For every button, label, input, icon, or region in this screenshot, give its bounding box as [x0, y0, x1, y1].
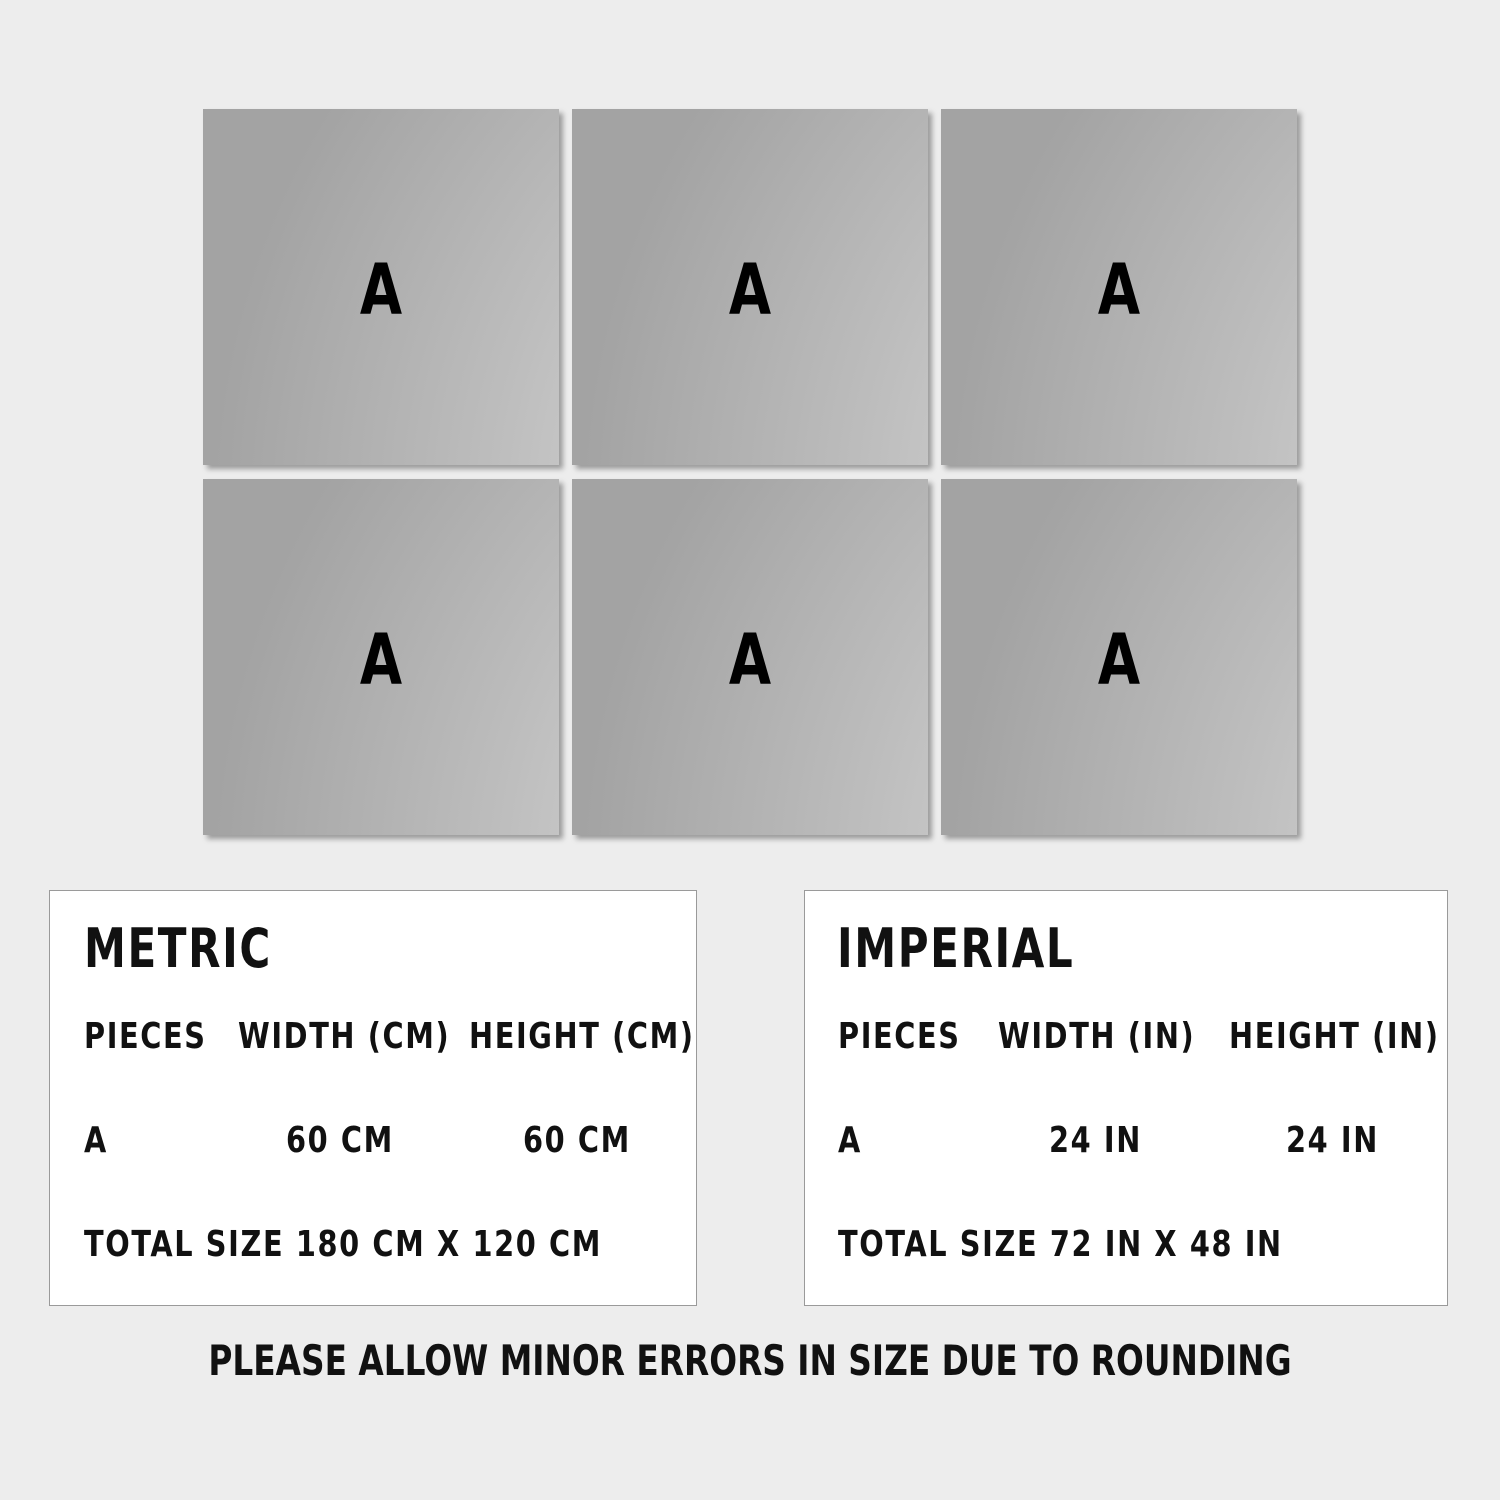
panel-4 — [203, 479, 559, 835]
panel-1 — [203, 109, 559, 465]
metric-row-piece: A — [84, 1120, 108, 1161]
panel-label: A — [1097, 619, 1141, 701]
metric-title: METRIC — [84, 917, 272, 980]
metric-row-width: 60 CM — [286, 1120, 394, 1161]
rounding-disclaimer: PLEASE ALLOW MINOR ERRORS IN SIZE DUE TO ROUNDING — [208, 1336, 1292, 1385]
panel-2 — [572, 109, 928, 465]
panel-label: A — [728, 619, 772, 701]
imperial-size-card — [804, 890, 1448, 1306]
metric-header-width: WIDTH (CM) — [238, 1016, 451, 1057]
panel-label: A — [728, 249, 772, 331]
imperial-row-height: 24 IN — [1286, 1120, 1379, 1161]
imperial-header-pieces: PIECES — [838, 1016, 961, 1057]
metric-header-pieces: PIECES — [84, 1016, 207, 1057]
metric-size-card — [49, 890, 697, 1306]
imperial-total-size: TOTAL SIZE 72 IN X 48 IN — [838, 1224, 1283, 1265]
metric-header-height: HEIGHT (CM) — [469, 1016, 695, 1057]
imperial-header-width: WIDTH (IN) — [998, 1016, 1196, 1057]
panel-5 — [572, 479, 928, 835]
metric-row-height: 60 CM — [523, 1120, 631, 1161]
panel-3 — [941, 109, 1297, 465]
panel-label: A — [1097, 249, 1141, 331]
panel-label: A — [359, 619, 403, 701]
metric-total-size: TOTAL SIZE 180 CM X 120 CM — [84, 1224, 602, 1265]
imperial-title: IMPERIAL — [837, 917, 1075, 980]
imperial-header-height: HEIGHT (IN) — [1229, 1016, 1440, 1057]
panel-6 — [941, 479, 1297, 835]
imperial-row-width: 24 IN — [1049, 1120, 1142, 1161]
imperial-row-piece: A — [838, 1120, 862, 1161]
panel-label: A — [359, 249, 403, 331]
